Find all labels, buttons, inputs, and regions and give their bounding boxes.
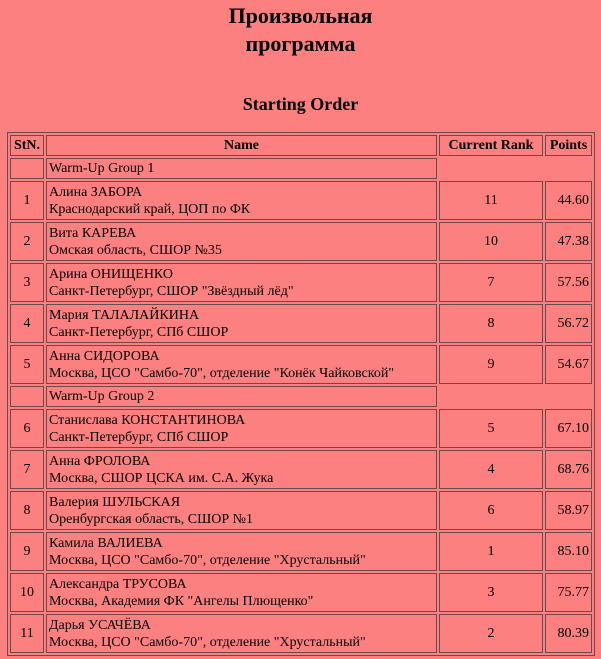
current-rank: 4: [439, 450, 543, 489]
skater-cell: [46, 263, 437, 302]
group-filler: [439, 386, 592, 407]
table-row: [10, 222, 592, 261]
header-row: [10, 135, 592, 156]
skater-club: Омская область, СШОР №35: [49, 242, 222, 258]
skater-cell: [46, 222, 437, 261]
table-row: [10, 263, 592, 302]
table-row: [10, 409, 592, 448]
start-number: 8: [10, 491, 44, 530]
skater-club: Москва, ЦСО "Самбо-70", отделение "Хрустальный": [49, 552, 366, 568]
start-number: 5: [10, 345, 44, 384]
title-line-1: Произвольная: [228, 3, 373, 28]
current-rank: 6: [439, 491, 543, 530]
current-rank: 1: [439, 532, 543, 571]
table-row: [10, 450, 592, 489]
skater-name: Арина ОНИЩЕНКО: [49, 266, 174, 282]
table-row: [10, 573, 592, 612]
current-rank: 10: [439, 222, 543, 261]
start-number: 7: [10, 450, 44, 489]
skater-club: Москва, СШОР ЦСКА им. С.А. Жука: [49, 470, 274, 486]
table-row: [10, 345, 592, 384]
points: 58.97: [545, 491, 592, 530]
start-number: 11: [10, 614, 44, 653]
points: 57.56: [545, 263, 592, 302]
group-row: [10, 386, 592, 407]
start-number: 2: [10, 222, 44, 261]
skater-name: Анна СИДОРОВА: [49, 348, 160, 364]
table-row: [10, 614, 592, 653]
title-line-2: программа: [245, 31, 356, 56]
header-stn: StN.: [10, 135, 44, 156]
group-label: Warm-Up Group 1: [46, 158, 437, 179]
starting-order-table: [7, 132, 595, 656]
current-rank: 9: [439, 345, 543, 384]
points: 75.77: [545, 573, 592, 612]
skater-cell: [46, 304, 437, 343]
start-number: 9: [10, 532, 44, 571]
skater-club: Москва, ЦСО "Самбо-70", отделение "Хрустальный": [49, 634, 366, 650]
page-title: [0, 0, 601, 56]
skater-cell: [46, 181, 437, 220]
header-points: Points: [545, 135, 592, 156]
current-rank: 8: [439, 304, 543, 343]
skater-club: Санкт-Петербург, СПб СШОР: [49, 324, 229, 340]
start-number: 1: [10, 181, 44, 220]
skater-name: Камила ВАЛИЕВА: [49, 535, 163, 551]
skater-club: Санкт-Петербург, СПб СШОР: [49, 429, 229, 445]
skater-cell: [46, 614, 437, 653]
table-row: [10, 532, 592, 571]
skater-cell: [46, 345, 437, 384]
skater-cell: [46, 450, 437, 489]
skater-club: Москва, ЦСО "Самбо-70", отделение "Конёк Чайковской": [49, 365, 395, 381]
points: 44.60: [545, 181, 592, 220]
current-rank: 5: [439, 409, 543, 448]
skater-club: Краснодарский край, ЦОП по ФК: [49, 201, 251, 217]
group-row: [10, 158, 592, 179]
current-rank: 2: [439, 614, 543, 653]
start-number: 4: [10, 304, 44, 343]
skater-name: Дарья УСАЧЁВА: [49, 617, 151, 633]
start-number: 6: [10, 409, 44, 448]
group-empty-cell: [10, 158, 44, 179]
start-number: 3: [10, 263, 44, 302]
points: 80.39: [545, 614, 592, 653]
points: 56.72: [545, 304, 592, 343]
skater-name: Мария ТАЛАЛАЙКИНА: [49, 307, 200, 323]
points: 54.67: [545, 345, 592, 384]
skater-name: Алина ЗАБОРА: [49, 184, 143, 200]
skater-name: Анна ФРОЛОВА: [49, 453, 151, 469]
skater-club: Оренбургская область, СШОР №1: [49, 511, 254, 527]
skater-name: Валерия ШУЛЬСКАЯ: [49, 494, 181, 510]
table-body: [10, 158, 592, 653]
skater-cell: [46, 409, 437, 448]
group-empty-cell: [10, 386, 44, 407]
skater-name: Вита КАРЕВА: [49, 225, 137, 241]
table-row: [10, 304, 592, 343]
skater-name: Станислава КОНСТАНТИНОВА: [49, 412, 246, 428]
start-number: 10: [10, 573, 44, 612]
current-rank: 3: [439, 573, 543, 612]
current-rank: 7: [439, 263, 543, 302]
skater-cell: [46, 532, 437, 571]
skater-cell: [46, 573, 437, 612]
header-rank: Current Rank: [439, 135, 543, 156]
table-row: [10, 491, 592, 530]
skater-club: Москва, Академия ФК "Ангелы Плющенко": [49, 593, 314, 609]
points: 67.10: [545, 409, 592, 448]
points: 85.10: [545, 532, 592, 571]
header-name: Name: [46, 135, 437, 156]
table-row: [10, 181, 592, 220]
points: 47.38: [545, 222, 592, 261]
skater-name: Александра ТРУСОВА: [49, 576, 187, 592]
group-filler: [439, 158, 592, 179]
group-label: Warm-Up Group 2: [46, 386, 437, 407]
subtitle: Starting Order: [242, 94, 359, 114]
current-rank: 11: [439, 181, 543, 220]
skater-club: Санкт-Петербург, СШОР "Звёздный лёд": [49, 283, 294, 299]
points: 68.76: [545, 450, 592, 489]
skater-cell: [46, 491, 437, 530]
